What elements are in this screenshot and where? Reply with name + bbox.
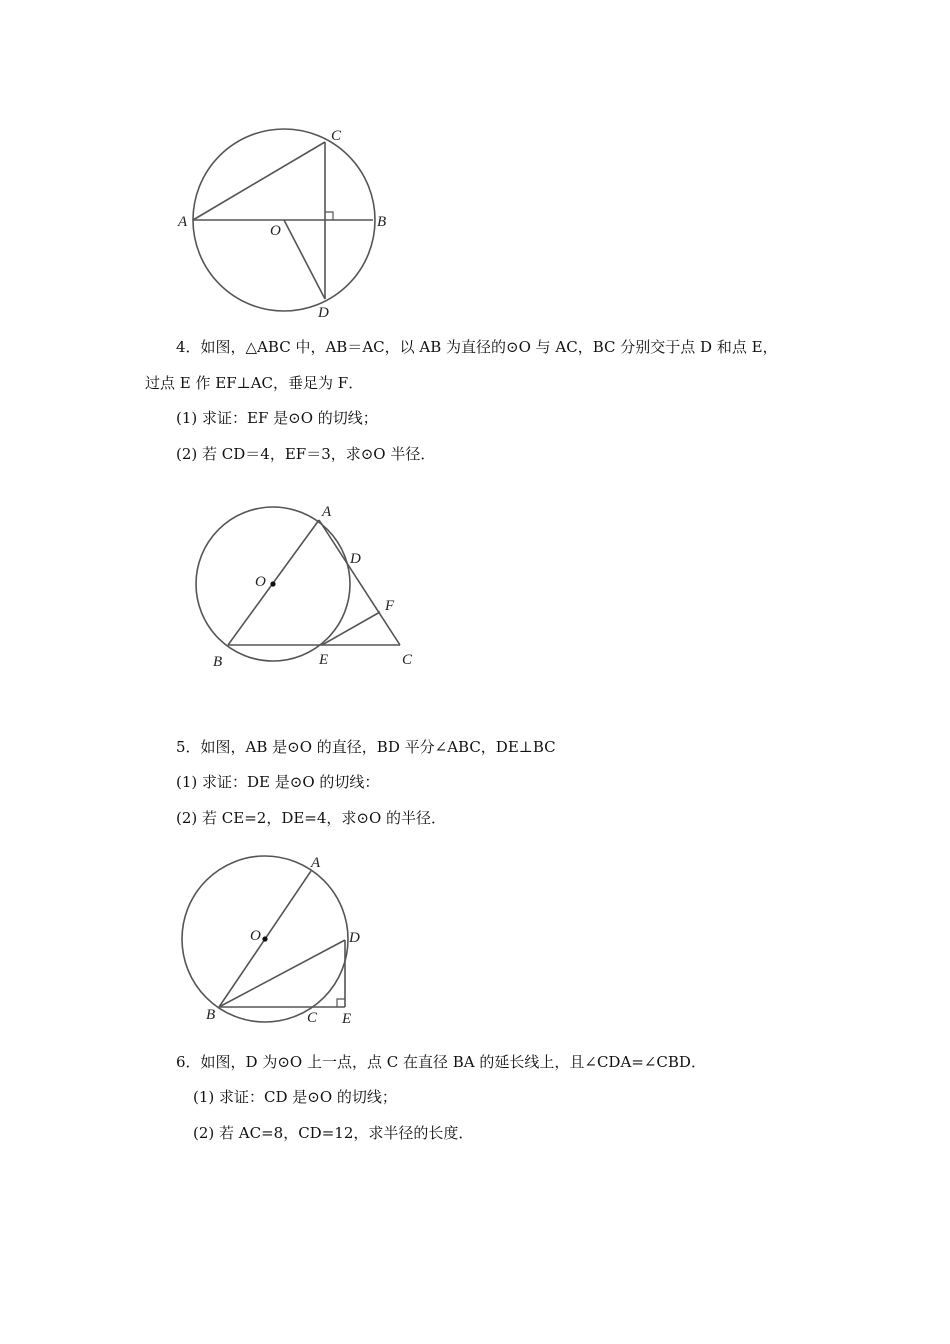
label-d: D (350, 551, 361, 567)
label-c: C (307, 1010, 318, 1026)
q4-line2: 过点 E 作 EF⊥AC，垂足为 F． (145, 374, 364, 392)
label-e: E (319, 652, 329, 668)
q5-part2: (2) 若 CE=2，DE=4，求⊙O 的半径． (176, 809, 447, 827)
q4-part2: (2) 若 CD＝4，EF＝3，求⊙O 半径． (176, 445, 436, 463)
label-a: A (322, 504, 332, 520)
label-d: D (318, 305, 329, 321)
right-angle-mark (325, 212, 333, 220)
q6-part2: (2) 若 AC=8，CD=12，求半径的长度． (193, 1124, 474, 1142)
label-o: O (250, 928, 261, 944)
q6-part1: (1) 求证：CD 是⊙O 的切线； (193, 1088, 397, 1106)
segment-ef (322, 612, 380, 645)
figure-triangle-circle (0, 495, 950, 695)
q4-line1: 4．如图，△ABC 中，AB＝AC，以 AB 为直径的⊙O 与 AC，BC 分别交于点 D 和点 E， (176, 338, 778, 356)
label-c: C (331, 128, 342, 144)
label-o: O (255, 574, 266, 590)
label-e: E (342, 1011, 352, 1027)
label-d: D (349, 930, 360, 946)
figure-circle-tangent (0, 845, 950, 1035)
label-a: A (311, 855, 321, 871)
label-b: B (213, 654, 223, 670)
q4-part1: (1) 求证：EF 是⊙O 的切线； (176, 409, 378, 427)
label-c: C (402, 652, 413, 668)
q6-line1: 6．如图，D 为⊙O 上一点，点 C 在直径 BA 的延长线上，且∠CDA=∠CBD． (176, 1053, 706, 1071)
q5-line1: 5．如图，AB 是⊙O 的直径，BD 平分∠ABC，DE⊥BC (176, 738, 556, 756)
right-angle-mark (337, 999, 345, 1007)
segment-bd (219, 940, 345, 1007)
q5-part1: (1) 求证：DE 是⊙O 的切线： (176, 773, 380, 791)
radius-od (284, 220, 325, 299)
label-b: B (206, 1007, 216, 1023)
label-b: B (377, 214, 387, 230)
label-o: O (270, 223, 281, 239)
chord-ac (193, 142, 325, 220)
label-a: A (178, 214, 188, 230)
center-dot (270, 581, 275, 586)
figure-circle-abcd (0, 0, 950, 330)
center-dot (262, 936, 267, 941)
segment-ac (319, 520, 400, 645)
label-f: F (385, 598, 395, 614)
